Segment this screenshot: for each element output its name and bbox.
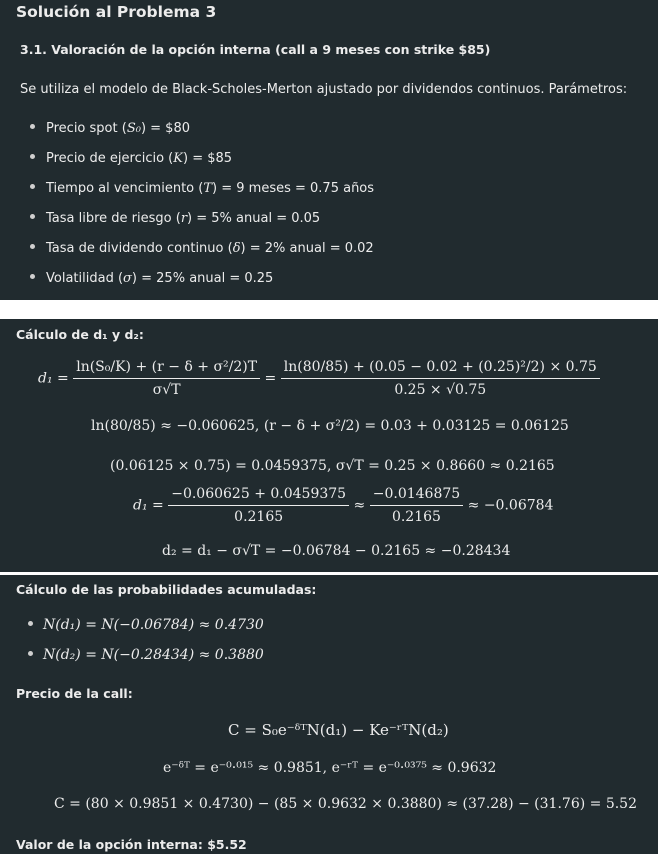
section-subtitle: 3.1. Valoración de la opción interna (call a 9 meses con strike $85) — [20, 42, 491, 57]
prob-item-nd1: N(d₁) = N(−0.06784) ≈ 0.4730 — [28, 617, 264, 633]
prob-item-nd2: N(d₂) = N(−0.28434) ≈ 0.3880 — [28, 647, 264, 663]
d1-result-formula: d₁ = $\frac{-0.060625 + 0.0459375}{0.2165}$ ≈ $\frac{-0.0146875}{0.2165}$ ≈ −0.06784 — [133, 486, 554, 525]
bullet-icon — [30, 244, 35, 249]
d1-formula: d₁ = $\frac{\text{ln(S₀/K) + (r − δ + σ²/2)T}}{\sigma√T}$ = $\frac{\text{ln(80/85) + (0.05 − 0.02 + (0.25)²/2) × 0.75}}{0.25 \times √0.75}$ — [38, 359, 600, 398]
discount-factors: e⁻ᵟᵀ = e⁻⁰·⁰¹⁵ ≈ 0.9851, e⁻ʳᵀ = e⁻⁰·⁰³⁷⁵ ≈ 0.9632 — [163, 760, 497, 776]
bullet-icon — [28, 621, 33, 626]
final-result: Valor de la opción interna: $5.52 — [16, 837, 247, 852]
param-item-spot: Precio spot (S₀) = $80 — [30, 121, 190, 136]
call-calculation: C = (80 × 0.9851 × 0.4730) − (85 × 0.9632 × 0.3880) ≈ (37.28) − (31.76) = 5.52 — [54, 796, 637, 812]
bullet-icon — [30, 124, 35, 129]
page-title: Solución al Problema 3 — [16, 3, 217, 21]
probability-call-panel — [0, 575, 658, 854]
separator-band — [0, 300, 658, 319]
bullet-icon — [30, 184, 35, 189]
d1-fraction-symbolic: $\frac{\text{ln(S₀/K) + (r − δ + σ²/2)T}}{\sigma√T}$ — [73, 359, 260, 398]
param-item-rate: Tasa libre de riesgo (r) = 5% anual = 0.05 — [30, 211, 320, 226]
d-section-heading: Cálculo de d₁ y d₂: — [16, 327, 144, 342]
d1-step-log: ln(80/85) ≈ −0.060625, (r − δ + σ²/2) = 0.03 + 0.03125 = 0.06125 — [91, 418, 569, 434]
bullet-icon — [30, 154, 35, 159]
param-item-volatility: Volatilidad (σ) = 25% anual = 0.25 — [30, 271, 273, 286]
bullet-icon — [28, 651, 33, 656]
bullet-icon — [30, 274, 35, 279]
prob-section-heading: Cálculo de las probabilidades acumuladas: — [16, 582, 317, 597]
intro-text: Se utiliza el modelo de Black-Scholes-Merton ajustado por dividendos continuos. Parámetros: — [20, 82, 628, 97]
problem-header-panel — [0, 0, 658, 300]
param-item-time: Tiempo al vencimiento (T) = 9 meses = 0.75 años — [30, 181, 374, 196]
bullet-icon — [30, 214, 35, 219]
param-item-strike: Precio de ejercicio (K) = $85 — [30, 151, 232, 166]
d2-formula: d₂ = d₁ − σ√T = −0.06784 − 0.2165 ≈ −0.28434 — [162, 543, 511, 559]
call-formula: C = S₀e⁻ᵟᵀN(d₁) − Ke⁻ʳᵀN(d₂) — [228, 721, 449, 739]
param-item-dividend: Tasa de dividendo continuo (δ) = 2% anual = 0.02 — [30, 241, 374, 256]
call-section-heading: Precio de la call: — [16, 686, 133, 701]
d1-fraction-numeric: $\frac{\text{ln(80/85) + (0.05 − 0.02 + (0.25)²/2) × 0.75}}{0.25 \times √0.75}$ — [281, 359, 600, 398]
d1-step-sigma: (0.06125 × 0.75) = 0.0459375, σ√T = 0.25 × 0.8660 ≈ 0.2165 — [110, 458, 555, 474]
d-calculation-panel — [0, 319, 658, 572]
